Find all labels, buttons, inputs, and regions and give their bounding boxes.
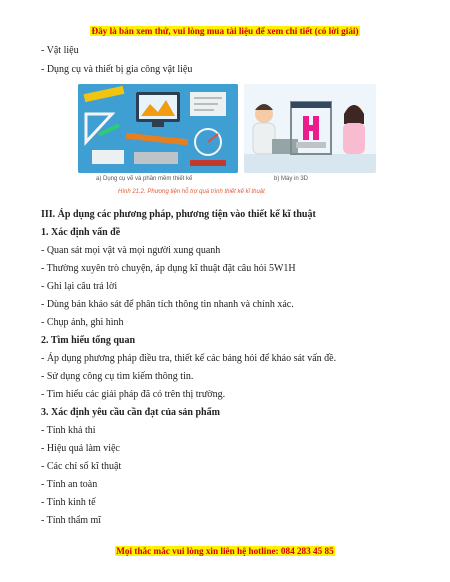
hotline-banner <box>0 546 450 556</box>
intro-item-materials: - Vật liệu <box>41 45 79 56</box>
3d-printer-illustration <box>244 84 376 173</box>
figure-caption-b: b) Máy in 3D <box>274 176 309 182</box>
figure-title: Hình 21.2. Phương tiện hỗ trợ quá trình thiết kế kĩ thuật <box>118 189 265 195</box>
drawing-tools-image <box>78 84 238 173</box>
list-item: - Sử dụng công cụ tìm kiếm thông tin. <box>41 371 194 382</box>
list-item: - Thường xuyên trò chuyện, áp dụng kĩ thuật đặt câu hỏi 5W1H <box>41 263 296 274</box>
list-item: - Tính kinh tế <box>41 497 96 508</box>
list-item: - Tính thẩm mĩ <box>41 515 102 526</box>
list-item: - Tìm hiểu các giải pháp đã có trên thị trường. <box>41 389 226 400</box>
list-item: - Các chỉ số kĩ thuật <box>41 461 122 472</box>
hotline-text: Mọi thắc mắc vui lòng xin liên hệ hotline: 084 283 45 85 <box>116 546 334 556</box>
figure-21-2 <box>78 84 374 184</box>
list-item: - Quan sát mọi vật và mọi người xung quanh <box>41 245 221 256</box>
list-item: - Tính khả thi <box>41 425 96 436</box>
list-item: - Dùng bản khảo sát để phân tích thông tin nhanh và chính xác. <box>41 299 294 310</box>
section-heading: III. Áp dụng các phương pháp, phương tiện vào thiết kế kĩ thuật <box>41 209 316 220</box>
list-item: - Ghi lại câu trả lời <box>41 281 118 292</box>
list-item: - Tính an toàn <box>41 479 98 490</box>
list-item: - Áp dụng phương pháp điều tra, thiết kế các bảng hỏi để khảo sát vấn đề. <box>41 353 337 364</box>
drawing-tools-illustration <box>78 84 238 173</box>
list-item: - Hiệu quả làm việc <box>41 443 120 454</box>
figure-caption-a: a) Dụng cụ vẽ và phần mềm thiết kế <box>96 176 193 182</box>
preview-notice-banner <box>0 26 450 36</box>
3d-printer-image <box>244 84 376 173</box>
intro-item-tools: - Dụng cụ và thiết bị gia công vật liệu <box>41 64 193 75</box>
subsection-heading-1: 1. Xác định vấn đề <box>41 227 121 238</box>
list-item: - Chụp ảnh, ghi hình <box>41 317 124 328</box>
preview-notice-text: Đây là bản xem thử, vui lòng mua tài liệu để xem chi tiết (có lời giải) <box>91 26 359 36</box>
subsection-heading-2: 2. Tìm hiểu tổng quan <box>41 335 136 346</box>
subsection-heading-3: 3. Xác định yêu cầu cần đạt của sản phẩm <box>41 407 220 418</box>
